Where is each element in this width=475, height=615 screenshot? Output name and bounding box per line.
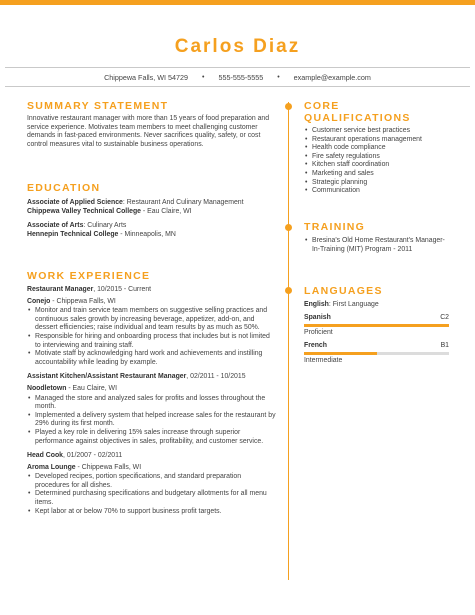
top-accent-bar <box>0 0 475 5</box>
summary-section <box>27 100 277 149</box>
language-name: Spanish <box>304 313 331 321</box>
school-place: - Eau Claire, WI <box>141 207 192 215</box>
job-entry <box>27 286 277 367</box>
job-dates: , 10/2015 - Current <box>93 286 152 293</box>
job-entry <box>27 452 277 516</box>
education-entry <box>27 199 277 216</box>
training-section <box>304 221 449 254</box>
job-bullet: • Determined purchasing specifications and budgetary allotments for all menu items. <box>35 490 277 507</box>
job-bullet: • Played a key role in delivering 15% sales increase through superior performance against objectives in sales, profitability, and customer service. <box>35 429 277 446</box>
work-section <box>27 270 277 516</box>
job-entry <box>27 373 277 446</box>
language-bar <box>304 324 449 327</box>
job-role: Restaurant Manager <box>27 286 94 293</box>
job-company: Conejo <box>27 297 51 305</box>
school: Hennepin Technical College <box>27 230 119 238</box>
job-role: Assistant Kitchen/Assistant Restaurant Manager <box>27 373 187 381</box>
field: : Culinary Arts <box>83 222 127 230</box>
languages-section <box>304 285 449 366</box>
job-bullets <box>27 395 277 447</box>
job-bullet: • Responsible for hiring and onboarding process that includes but is not limited to interviewing and training staff. <box>35 333 277 350</box>
qualification-item: • Communication <box>312 187 449 196</box>
degree: Associate of Applied Science <box>27 199 123 206</box>
job-role: Head Cook <box>27 452 63 460</box>
job-place: - Eau Claire, WI <box>66 384 117 392</box>
contact-phone: 555-555-5555 <box>218 72 264 82</box>
training-list <box>304 237 449 254</box>
divider-dot <box>285 287 292 294</box>
summary-heading: SUMMARY STATEMENT <box>27 100 169 112</box>
language-name: French <box>304 341 327 349</box>
work-heading: WORK EXPERIENCE <box>27 270 151 282</box>
language-bar-fill <box>304 324 449 327</box>
summary-text: Innovative restaurant manager with more than 15 years of food preparation and service experience. Motivates team members to meet challenging customer demands in fast-paced environments. Never sacrifices quality, safety, or cost control measures vital to sustainable business operations. <box>27 115 270 148</box>
divider-dot <box>285 224 292 231</box>
language-level: B1 <box>440 341 449 349</box>
qualifications-list <box>304 127 449 196</box>
job-company: Noodletown <box>27 384 67 392</box>
qualifications-section <box>304 100 449 196</box>
contact-email: example@example.com <box>293 72 371 82</box>
language-desc: Intermediate <box>304 357 343 365</box>
qualifications-heading: CORE QUALIFICATIONS <box>304 100 411 124</box>
job-place: - Chippewa Falls, WI <box>75 463 142 471</box>
training-heading: TRAINING <box>304 221 366 233</box>
job-place: - Chippewa Falls, WI <box>50 297 116 305</box>
school-place: - Minneapolis, MN <box>118 230 176 238</box>
education-entry <box>27 222 277 239</box>
separator-dot: • <box>202 73 205 81</box>
qualification-item: • Kitchen staff coordination <box>312 161 449 170</box>
job-dates: , 01/2007 - 02/2011 <box>63 452 123 460</box>
contact-bar <box>5 67 470 87</box>
job-company: Aroma Lounge <box>27 463 76 471</box>
job-bullets <box>27 473 277 516</box>
language-bar-fill <box>304 352 377 355</box>
job-bullet: • Monitor and train service team members on suggestive selling practices and continuous sales growth by increasing beverage, appetizer, add-on, and dessert efficiencies; raise individual and team results by as much as 50%. <box>35 307 277 333</box>
education-heading: EDUCATION <box>27 182 101 194</box>
training-item: • Bresina's Old Home Restaurant's Manager-In-Training (MIT) Program - 2011 <box>312 237 449 254</box>
degree: Associate of Arts <box>27 222 84 230</box>
school: Chippewa Valley Technical College <box>27 207 141 215</box>
divider-dot <box>285 103 292 110</box>
language-desc: Proficient <box>304 329 333 337</box>
language-level: C2 <box>440 313 449 321</box>
education-section <box>27 182 277 239</box>
job-bullet: • Implemented a delivery system that helped increase sales for the restaurant by 29% during its first month. <box>35 412 277 429</box>
language-entry <box>304 342 449 366</box>
qualification-item: • Fire safety regulations <box>312 153 449 162</box>
job-bullets <box>27 307 277 367</box>
qualification-item: • Customer service best practices <box>312 127 449 136</box>
contact-location: Chippewa Falls, WI 54729 <box>104 72 188 82</box>
separator-dot: • <box>277 73 280 81</box>
languages-heading: LANGUAGES <box>304 285 383 297</box>
qualification-item: • Restaurant operations management <box>312 136 449 145</box>
qualification-item: • Health code compliance <box>312 144 449 153</box>
job-bullet: • Managed the store and analyzed sales for profits and losses throughout the month. <box>35 395 277 412</box>
language-bar <box>304 352 449 355</box>
language-first-label: English <box>304 301 329 308</box>
language-first-value: : First Language <box>328 301 379 308</box>
qualification-item: • Strategic planning <box>312 179 449 188</box>
column-divider <box>288 102 289 580</box>
job-bullet: • Motivate staff by acknowledging hard work and achievements and instilling accountability while leading by example. <box>35 350 277 367</box>
candidate-name: Carlos Diaz <box>174 36 301 57</box>
job-bullet: • Developed recipes, portion specifications, and standard preparation procedures for all dishes. <box>35 473 277 490</box>
qualification-item: • Marketing and sales <box>312 170 449 179</box>
language-entry <box>304 314 449 338</box>
job-bullet: • Kept labor at or below 70% to support business profit targets. <box>35 508 277 517</box>
field: : Restaurant And Culinary Management <box>122 199 244 206</box>
job-dates: , 02/2011 - 10/2015 <box>186 373 246 381</box>
